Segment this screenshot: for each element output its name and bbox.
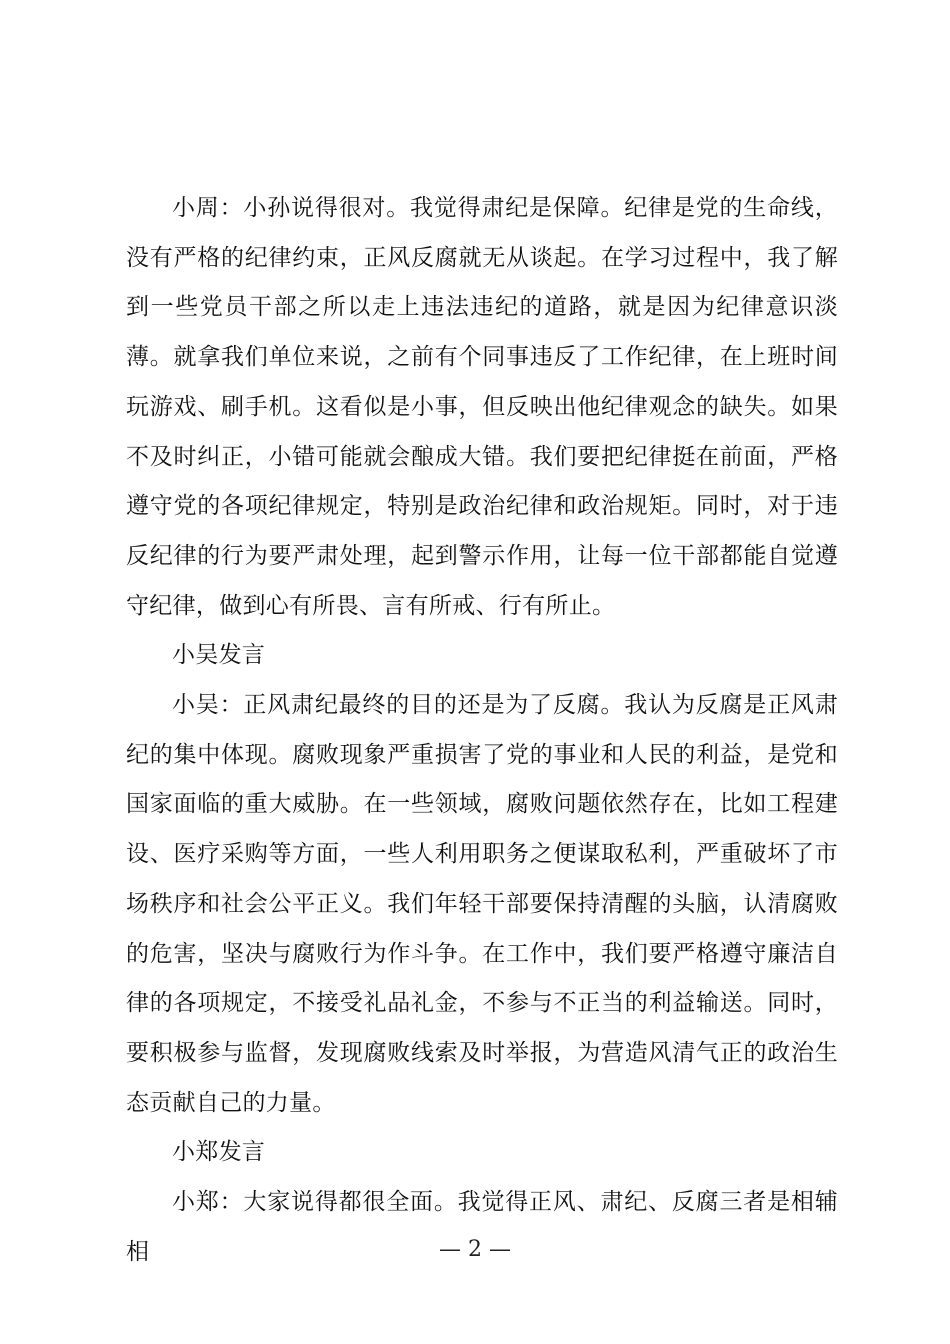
document-body	[126, 184, 838, 1277]
paragraph-xiaozhou-speech: 小周：小孙说得很对。我觉得肃纪是保障。纪律是党的生命线，没有严格的纪律约束，正风反腐就无从谈起。在学习过程中，我了解到一些党员干部之所以走上违法违纪的道路，就是因为纪律意识淡薄。就拿我们单位来说，之前有个同事违反了工作纪律，在上班时间玩游戏、刷手机。这看似是小事，但反映出他纪律观念的缺失。如果不及时纠正，小错可能就会酿成大错。我们要把纪律挺在前面，严格遵守党的各项纪律规定，特别是政治纪律和政治规矩。同时，对于违反纪律的行为要严肃处理，起到警示作用，让每一位干部都能自觉遵守纪律，做到心有所畏、言有所戒、行有所止。	[126, 195, 838, 619]
paragraph-xiaozheng-speech: 小郑：大家说得都很全面。我觉得正风、肃纪、反腐三者是相辅相	[126, 1189, 838, 1265]
heading-xiaozheng-speech: 小郑发言	[172, 1139, 266, 1166]
page-number: — 2 —	[439, 1237, 511, 1262]
heading-xiaowu-speech: 小吴发言	[172, 642, 266, 669]
paragraph-xiaowu-speech: 小吴：正风肃纪最终的目的还是为了反腐。我认为反腐是正风肃纪的集中体现。腐败现象严重损害了党的事业和人民的利益，是党和国家面临的重大威胁。在一些领域，腐败问题依然存在，比如工程建设、医疗采购等方面，一些人利用职务之便谋取私利，严重破坏了市场秩序和社会公平正义。我们年轻干部要保持清醒的头脑，认清腐败的危害，坚决与腐败行为作斗争。在工作中，我们要严格遵守廉洁自律的各项规定，不接受礼品礼金，不参与不正当的利益输送。同时，要积极参与监督，发现腐败线索及时举报，为营造风清气正的政治生态贡献自己的力量。	[126, 692, 838, 1116]
